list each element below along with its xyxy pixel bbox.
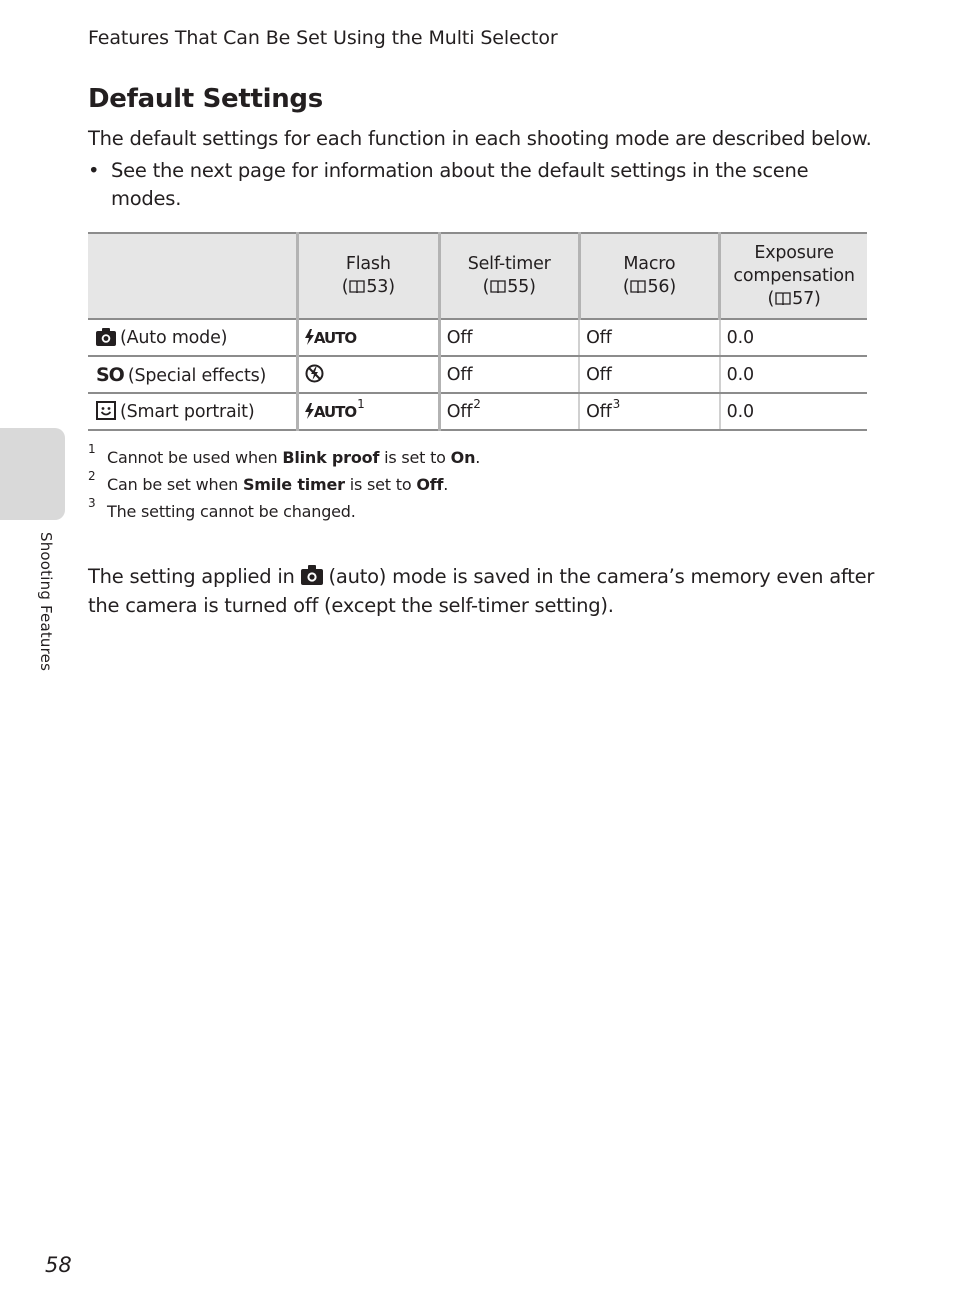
closing-text-start: The setting applied in <box>88 565 301 588</box>
smart-portrait-icon <box>96 401 116 420</box>
footnote-pre: Cannot be used when <box>107 448 283 467</box>
exposure-cell: 0.0 <box>720 393 867 430</box>
special-effects-icon: SO <box>96 363 124 386</box>
footnote-post: . <box>443 475 449 494</box>
header-corner-cell <box>88 233 297 319</box>
mode-label: (Auto mode) <box>120 327 228 348</box>
exposure-cell: 0.0 <box>720 356 867 393</box>
table-row <box>88 319 867 356</box>
self-timer-cell: Off <box>439 319 579 356</box>
flash-auto-icon <box>305 403 314 419</box>
footnote-bold: On <box>450 448 476 467</box>
macro-cell: Off <box>579 356 720 393</box>
header-self-timer-ref: 55 <box>507 277 530 297</box>
chapter-side-label: Shooting Features <box>37 532 55 672</box>
footnote-number: 2 <box>88 469 96 483</box>
flash-cell <box>297 393 439 430</box>
footnote-number: 1 <box>88 442 96 456</box>
self-timer-cell: Off <box>439 356 579 393</box>
footnote-bold: Smile timer <box>242 475 345 494</box>
flash-cell <box>297 319 439 356</box>
bullet-text: See the next page for information about the default settings in the scene modes. <box>111 159 809 210</box>
camera-auto-icon <box>301 565 323 585</box>
page-number: 58 <box>45 1253 72 1277</box>
footnote-3 <box>88 498 480 525</box>
flash-cell <box>297 356 439 393</box>
table-row <box>88 356 867 393</box>
closing-text-end: (auto) mode is saved in the camera’s memory even after the camera is turned off (except the self-timer setting). <box>88 565 875 617</box>
header-macro: Macro ( 56) <box>579 233 720 319</box>
flash-off-icon <box>305 364 324 383</box>
table-row <box>88 393 867 430</box>
header-macro-label: Macro <box>623 254 676 274</box>
macro-value: Off <box>586 401 612 422</box>
footnote-bold: Blink proof <box>282 448 380 467</box>
footnote-2 <box>88 471 480 498</box>
flash-auto-icon <box>305 329 314 345</box>
flash-auto-text: AUTO <box>313 402 357 421</box>
closing-paragraph <box>88 562 878 620</box>
footnote-ref: 3 <box>612 396 621 411</box>
bullet-dot: • <box>88 159 100 182</box>
page-ref-icon <box>490 279 506 294</box>
macro-cell: Off <box>579 319 720 356</box>
header-flash: Flash ( 53) <box>297 233 439 319</box>
mode-cell <box>88 393 297 430</box>
mode-label: (Smart portrait) <box>120 402 255 422</box>
self-timer-value: Off <box>446 401 473 422</box>
header-self-timer-label: Self-timer <box>467 254 551 274</box>
flash-auto-text: AUTO <box>313 328 357 347</box>
footnote-mid: is set to <box>379 448 451 467</box>
footnote-ref: 2 <box>473 396 481 411</box>
exposure-cell: 0.0 <box>720 319 867 356</box>
footnote-text <box>88 448 480 467</box>
bullet-item <box>88 157 848 213</box>
chapter-side-tab <box>0 428 65 520</box>
mode-cell <box>88 356 297 393</box>
intro-paragraph: The default settings for each function in each shooting mode are described below. <box>88 127 872 150</box>
header-macro-ref: 56 <box>647 277 670 297</box>
mode-cell <box>88 319 297 356</box>
footnote-text: The setting cannot be changed. <box>107 502 356 521</box>
running-header: Features That Can Be Set Using the Multi Selector <box>88 27 558 49</box>
footnote-ref: 1 <box>357 396 365 411</box>
footnote-text <box>88 475 448 494</box>
header-exposure-label-1: Exposure <box>754 242 834 263</box>
header-flash-label: Flash <box>345 254 391 274</box>
page-ref-icon <box>349 279 365 294</box>
camera-auto-icon <box>96 328 116 346</box>
header-exposure-ref: 57 <box>792 288 815 309</box>
footnote-pre: Can be set when <box>107 475 243 494</box>
header-exposure-label-2: compensation <box>733 265 855 286</box>
footnotes <box>88 444 480 525</box>
table-header-row <box>88 233 867 319</box>
section-title: Default Settings <box>88 84 323 114</box>
page-ref-icon <box>630 279 646 294</box>
footnote-number: 3 <box>88 496 96 510</box>
default-settings-table <box>88 232 867 431</box>
header-self-timer: Self-timer ( 55) <box>439 233 579 319</box>
mode-label: (Special effects) <box>127 365 267 386</box>
footnote-post: . <box>475 448 481 467</box>
self-timer-cell <box>439 393 579 430</box>
header-exposure: Exposure compensation ( 57) <box>720 233 867 319</box>
header-flash-ref: 53 <box>366 277 389 297</box>
footnote-bold: Off <box>416 475 444 494</box>
footnote-1 <box>88 444 480 471</box>
footnote-mid: is set to <box>344 475 417 494</box>
macro-cell <box>579 393 720 430</box>
page-ref-icon <box>775 291 791 306</box>
